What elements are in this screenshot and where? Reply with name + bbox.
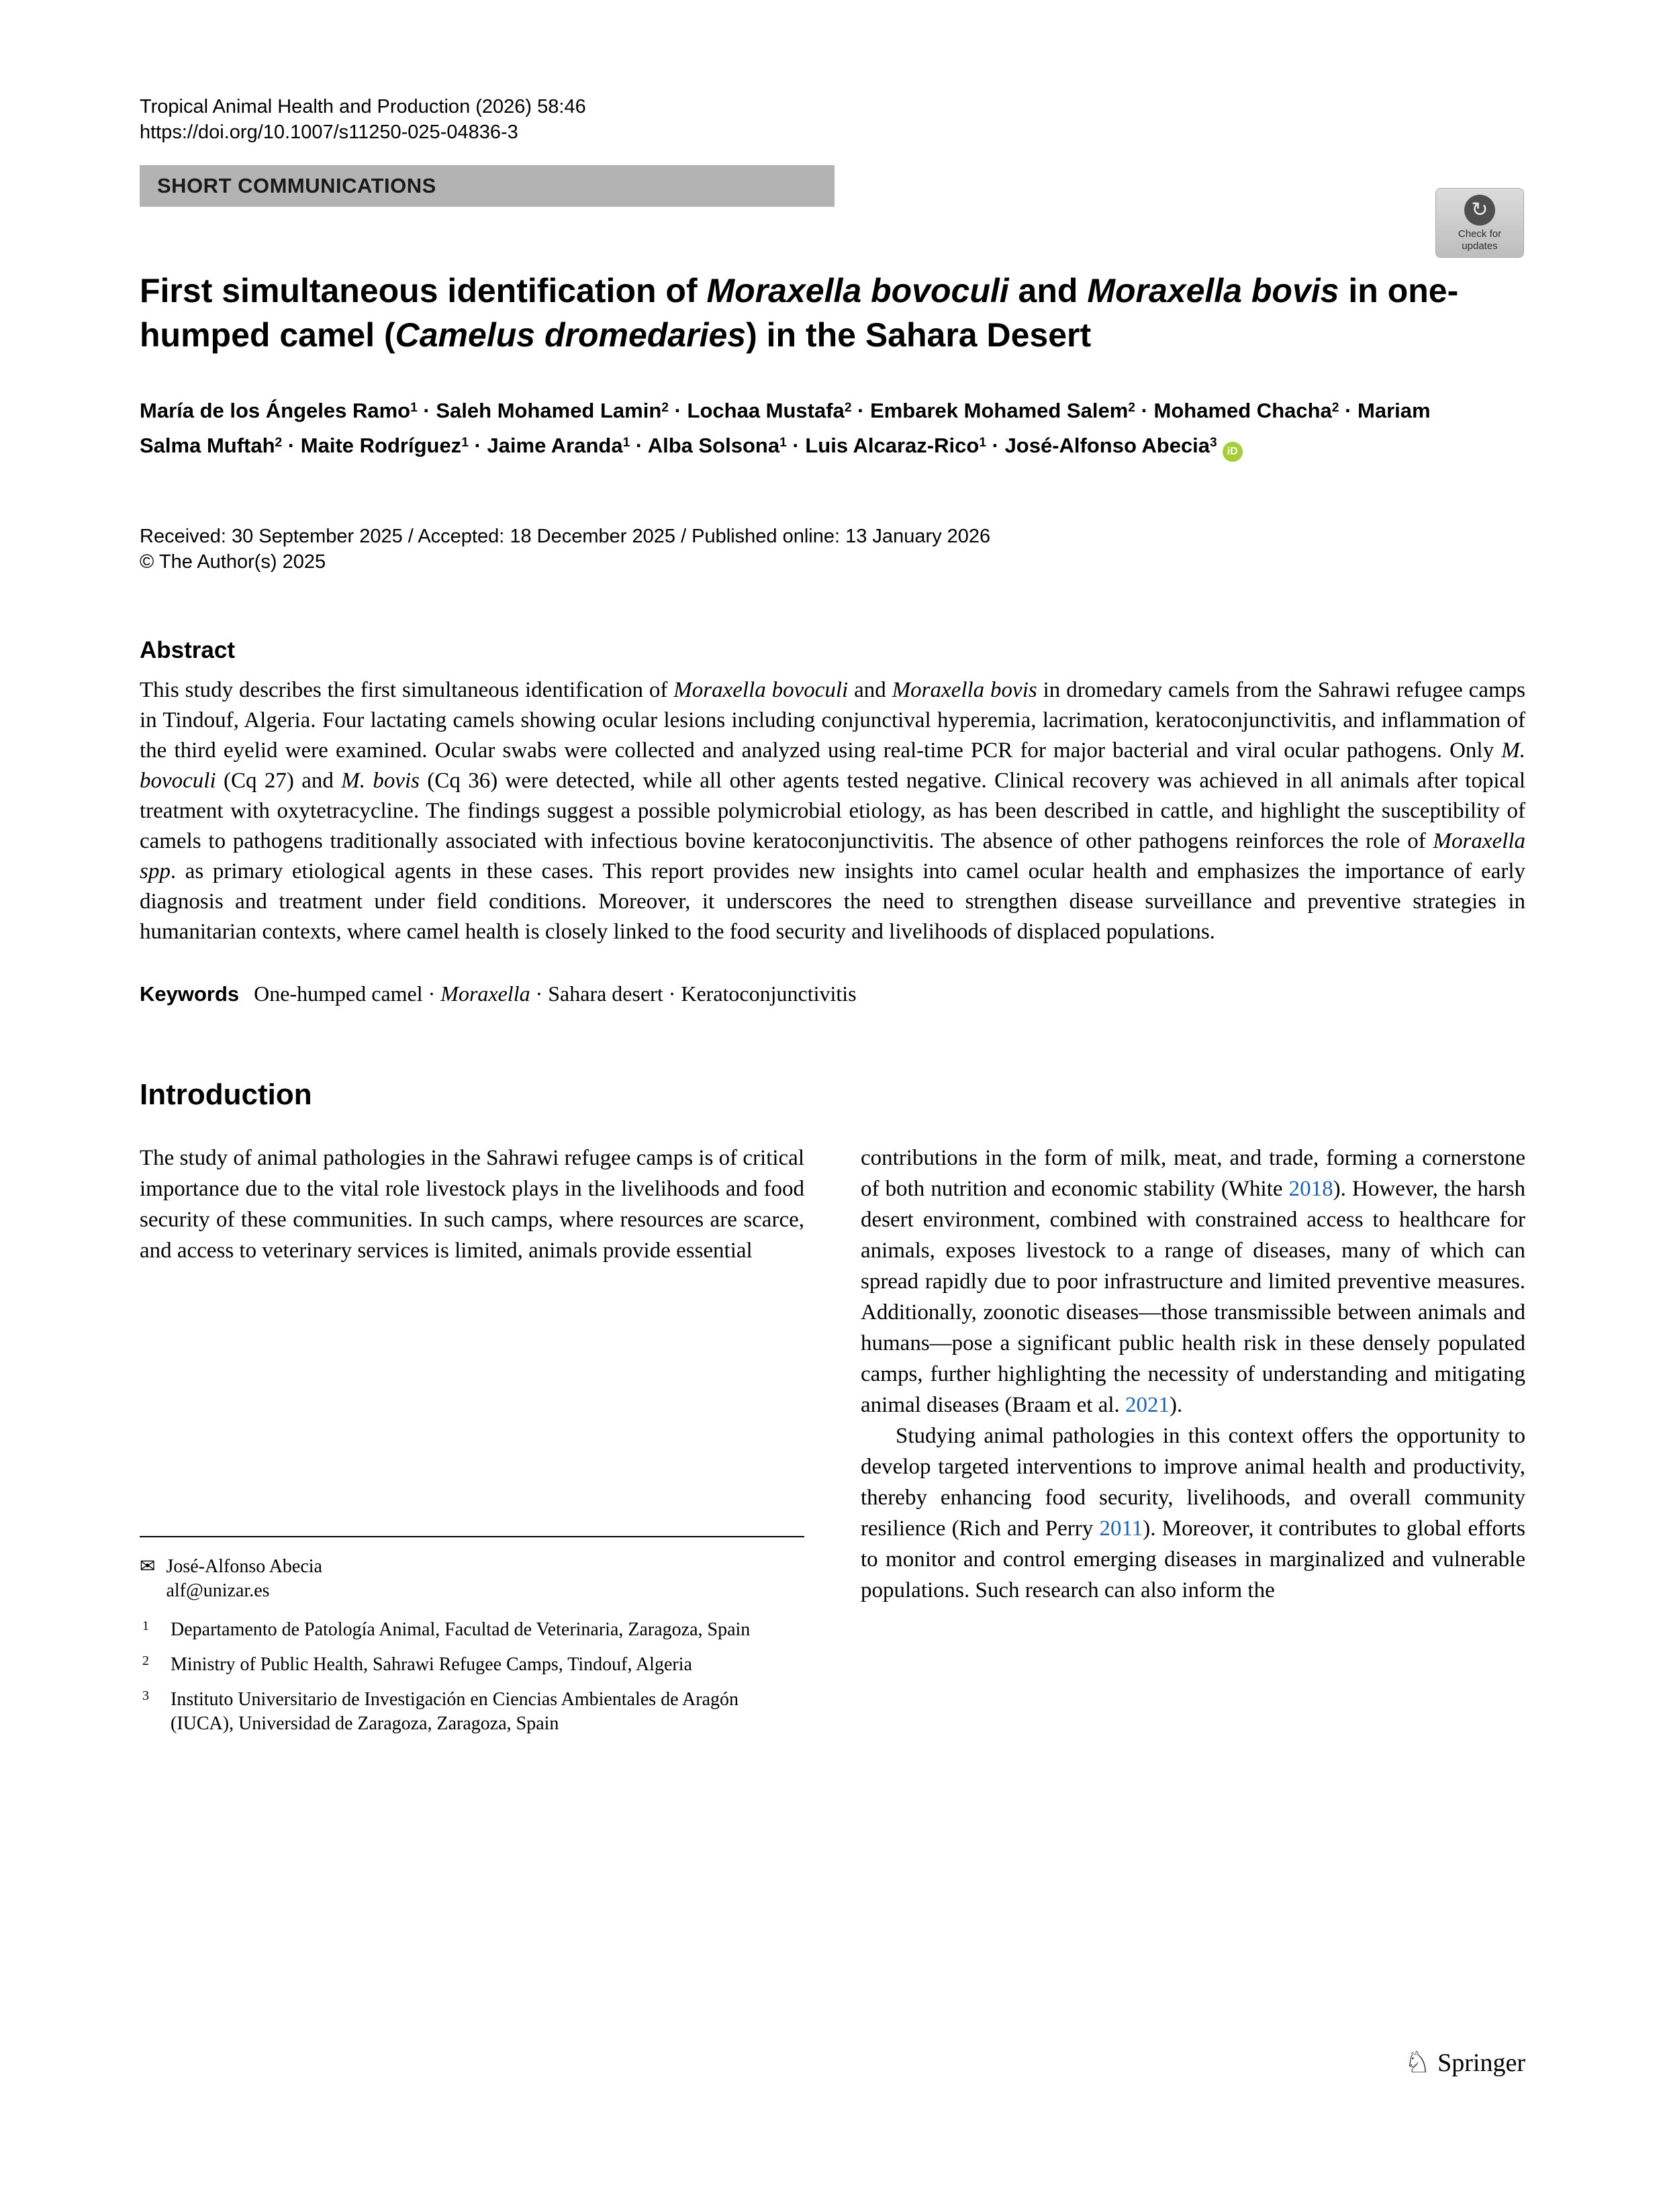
publisher-name: Springer [1437, 2049, 1525, 2077]
text-run: ) in the Sahara Desert [746, 316, 1092, 354]
text-run: Moraxella bovoculi [673, 678, 849, 702]
affiliation-marker: 2 [142, 1653, 149, 1668]
abstract-body [140, 675, 1525, 947]
text-run: · [851, 399, 871, 422]
text-run: 2 [1331, 401, 1339, 416]
citation-link[interactable]: 2021 [1125, 1393, 1170, 1417]
text-run: Embarek Mohamed Salem [870, 399, 1129, 422]
text-run: 3 [1210, 436, 1217, 450]
journal-citation-line: Tropical Animal Health and Production (2026) 58:46 [140, 96, 586, 117]
text-run: 2 [661, 401, 669, 416]
springer-logo-icon: ♘ [1404, 2046, 1431, 2079]
text-run: Luis Alcaraz-Rico [805, 434, 980, 457]
banner-row [140, 165, 1525, 252]
text-run: ). [1170, 1393, 1183, 1417]
text-run: Moraxella bovoculi [706, 272, 1009, 309]
check-updates-label-line1: Check for [1458, 228, 1502, 240]
text-run: One-humped camel · [254, 981, 441, 1006]
text-run: · [417, 399, 436, 422]
text-run: 1 [979, 436, 986, 450]
text-run: José-Alfonso Abecia [1004, 434, 1210, 457]
correspondence-block [140, 1555, 804, 1603]
text-run: · [668, 399, 687, 422]
left-column [140, 1143, 804, 1747]
text-run: Mariam Salma Muftah [140, 399, 1431, 457]
affiliation-text: Ministry of Public Health, Sahrawi Refugee Camps, Tindouf, Algeria [171, 1654, 692, 1675]
text-run: This study describes the first simultaneous identification of [140, 678, 674, 702]
received-accepted-line: Received: 30 September 2025 / Accepted: 18 December 2025 / Published online: 13 January 2026 [140, 526, 991, 547]
text-run: 2 [844, 401, 852, 416]
text-run: 2 [275, 436, 283, 450]
text-run: María de los Ángeles Ramo [140, 399, 411, 422]
text-run: · [1339, 399, 1358, 422]
article-type-banner: SHORT COMMUNICATIONS [140, 165, 835, 207]
text-run: Moraxella bovis [1087, 272, 1339, 309]
copyright-line: © The Author(s) 2025 [140, 551, 326, 573]
keywords-label: Keywords [140, 982, 240, 1006]
text-run: · [630, 434, 648, 457]
text-run: (Cq 36) were detected, while all other agents tested negative. Clinical recovery was achieved in all animals after topical treatment with oxytetracycline. The findings suggest a possible polymicrobial etiology, as has been described in cattle, and highlight the susceptibility of camels to pathogens traditionally associated with infectious bovine keratoconjunctivitis. The absence of other pathogens reinforces the role of [140, 769, 1525, 853]
intro-paragraph-right-1 [861, 1143, 1525, 1421]
text-run: Studying animal pathologies in this context offers the opportunity to develop targeted interventions to improve animal health and productivity, thereby enhancing food security, livelihoods, and overall community resilience (Rich and Perry [861, 1424, 1525, 1541]
text-run: Moraxella bovis [892, 678, 1037, 702]
affiliation-item [140, 1688, 804, 1736]
text-run: . as primary etiological agents in these cases. This report provides new insights into camel ocular health and emphasizes the importance of early diagnosis and treatment under field conditions. Moreover, it underscores the need to strengthen disease surveillance and preventive strategies in humanitarian contexts, where camel health is closely linked to the food security and livelihoods of displaced populations. [140, 859, 1525, 944]
text-run: · [468, 434, 487, 457]
text-run: Camelus dromedaries [395, 316, 747, 354]
right-column [861, 1143, 1525, 1747]
text-run: 2 [1128, 401, 1135, 416]
text-run: Moraxella spp [140, 829, 1525, 883]
text-run: 1 [410, 401, 418, 416]
keywords-values [254, 981, 856, 1006]
check-updates-label-line2: updates [1462, 240, 1498, 252]
affiliation-marker: 3 [142, 1688, 149, 1703]
text-run: Mohamed Chacha [1153, 399, 1332, 422]
publisher-footer [1405, 2048, 1525, 2078]
abstract-heading: Abstract [140, 637, 235, 663]
text-run: contributions in the form of milk, meat, and trade, forming a cornerstone of both nutrition and economic stability (White [861, 1146, 1525, 1201]
check-for-updates-badge[interactable] [1435, 188, 1524, 258]
check-updates-icon: ↻ [1464, 195, 1495, 226]
text-run: First simultaneous identification of [140, 272, 707, 309]
column-spacer [140, 1266, 804, 1536]
author-list [140, 395, 1489, 465]
correspondence-email[interactable]: alf@unizar.es [166, 1580, 270, 1601]
text-run: · [1135, 399, 1154, 422]
text-run: 1 [779, 436, 787, 450]
text-run: M. bovoculi [140, 738, 1525, 793]
text-run: 1 [461, 436, 469, 450]
text-run: 1 [622, 436, 630, 450]
orcid-icon[interactable]: iD [1223, 442, 1243, 462]
text-run: Lochaa Mustafa [687, 399, 845, 422]
text-run: Moraxella [440, 981, 530, 1006]
two-column-body [140, 1143, 1525, 1747]
text-run: in dromedary camels from the Sahrawi refugee camps in Tindouf, Algeria. Four lactating camels showing ocular lesions including conjunctival hyperemia, lacrimation, keratoconjunctivitis, and inflammation of the third eyelid were examined. Ocular swabs were collected and analyzed using real-time PCR for major bacterial and viral ocular pathogens. Only [140, 678, 1525, 763]
envelope-icon: ✉ [140, 1556, 156, 1577]
text-run: ). However, the harsh desert environment, combined with constrained access to healthcare for animals, exposes livestock to a range of diseases, many of which can spread rapidly due to poor infrastructure and limited preventive measures. Additionally, zoonotic diseases—those transmissible between animals and humans—pose a significant public health risk in these densely populated camps, further highlighting the necessity of understanding and mitigating animal diseases (Braam et al. [861, 1177, 1525, 1417]
text-run: Maite Rodríguez [300, 434, 462, 457]
affiliation-text: Departamento de Patología Animal, Facultad de Veterinaria, Zaragoza, Spain [171, 1619, 751, 1640]
text-run: Alba Solsona [647, 434, 780, 457]
text-run: and [1008, 272, 1088, 309]
text-run: · [786, 434, 806, 457]
introduction-heading: Introduction [140, 1078, 312, 1111]
doi-link[interactable]: https://doi.org/10.1007/s11250-025-04836-3 [140, 122, 518, 143]
text-run: Saleh Mohamed Lamin [436, 399, 662, 422]
intro-paragraph-right-2 [861, 1421, 1525, 1606]
affiliation-marker: 1 [142, 1619, 149, 1633]
affiliation-item [140, 1618, 804, 1642]
intro-paragraph-left [140, 1143, 804, 1266]
text-run: in one-humped camel ( [140, 272, 1459, 354]
text-run: (Cq 27) and [216, 769, 342, 793]
correspondence-name: José-Alfonso Abecia [166, 1556, 322, 1577]
article-meta [140, 524, 1525, 575]
footnote-block [140, 1536, 804, 1747]
text-run: Jaime Aranda [487, 434, 623, 457]
text-run: The study of animal pathologies in the Sahrawi refugee camps is of critical importance due to the vital role livestock plays in the livelihoods and food security of these communities. In such camps, where resources are scarce, and access to veterinary services is limited, animals provide essential [140, 1146, 804, 1263]
affiliation-item [140, 1653, 804, 1677]
page-title [140, 269, 1489, 357]
text-run: and [848, 678, 892, 702]
text-run: M. bovis [341, 769, 420, 793]
text-run: · Sahara desert · Keratoconjunctivitis [530, 981, 857, 1006]
correspondence-text [166, 1555, 322, 1603]
keywords-line [140, 979, 1525, 1008]
affiliation-text: Instituto Universitario de Investigación en Ciencias Ambientales de Aragón (IUCA), Universidad de Zaragoza, Zaragoza, Spain [171, 1689, 739, 1734]
text-run: ). Moreover, it contributes to global efforts to monitor and control emerging diseases in marginalized and vulnerable populations. Such research can also inform the [861, 1517, 1525, 1602]
citation-link[interactable]: 2018 [1288, 1177, 1333, 1201]
text-run: · [986, 434, 1005, 457]
citation-link[interactable]: 2011 [1099, 1517, 1143, 1541]
text-run: · [282, 434, 301, 457]
